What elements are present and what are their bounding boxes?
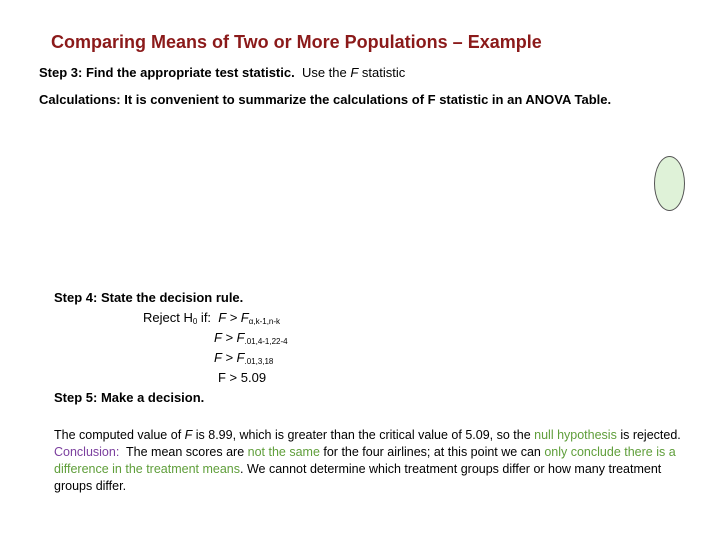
conclusion-paragraph: [54, 427, 694, 495]
decision-rule-line-3: [214, 350, 273, 366]
conclusion-text-3: . We cannot determine which treatment groups differ or how many treatment groups differ.: [54, 462, 662, 493]
rule1-sub: α,k-1,n-k: [248, 317, 281, 326]
reject-prefix: Reject H: [143, 310, 193, 325]
para-text-1: The computed value of: [54, 428, 185, 442]
decision-rule-line-4: F > 5.09: [218, 370, 267, 385]
step3-text-after: statistic: [358, 65, 406, 80]
para-text-3: is rejected.: [616, 428, 681, 442]
rule2-main: F > F: [214, 330, 245, 345]
null-hypothesis-term: null hypothesis: [534, 428, 617, 442]
step3-line: [39, 65, 405, 80]
para-f-symbol: F: [184, 428, 193, 442]
not-same-term: not the same: [247, 445, 320, 459]
step5-label: Step 5: Make a decision.: [54, 390, 205, 405]
reject-sub: 0: [192, 317, 198, 326]
reject-mid: if:: [197, 310, 219, 325]
conclusion-text-2: for the four airlines; at this point we can: [319, 445, 545, 459]
step3-f-symbol: F: [350, 65, 359, 80]
green-oval-shape: [654, 156, 685, 211]
decision-rule-line-2: [214, 330, 288, 346]
para-text-2: is 8.99, which is greater than the critical value of 5.09, so the: [192, 428, 535, 442]
rule3-main: F > F: [214, 350, 245, 365]
conclusion-text-1: The mean scores are: [119, 445, 248, 459]
decision-rule-line-1: [143, 310, 280, 326]
page-title: Comparing Means of Two or More Populations – Example: [51, 32, 542, 52]
rule1-main: F > F: [218, 310, 249, 325]
conclusion-label: Conclusion:: [54, 445, 120, 459]
rule2-sub: .01,4-1,22-4: [244, 337, 288, 346]
step3-label: Step 3: Find the appropriate test statistic.: [39, 65, 295, 80]
step4-label: Step 4: State the decision rule.: [54, 290, 244, 305]
only-conclude-term: only conclude there is a difference in the treatment means: [54, 445, 676, 476]
calculations-line: Calculations: It is convenient to summarize the calculations of F statistic in an ANOVA Table.: [39, 92, 612, 107]
step3-text-before: Use the: [294, 65, 351, 80]
rule3-sub: .01,3,18: [244, 357, 274, 366]
